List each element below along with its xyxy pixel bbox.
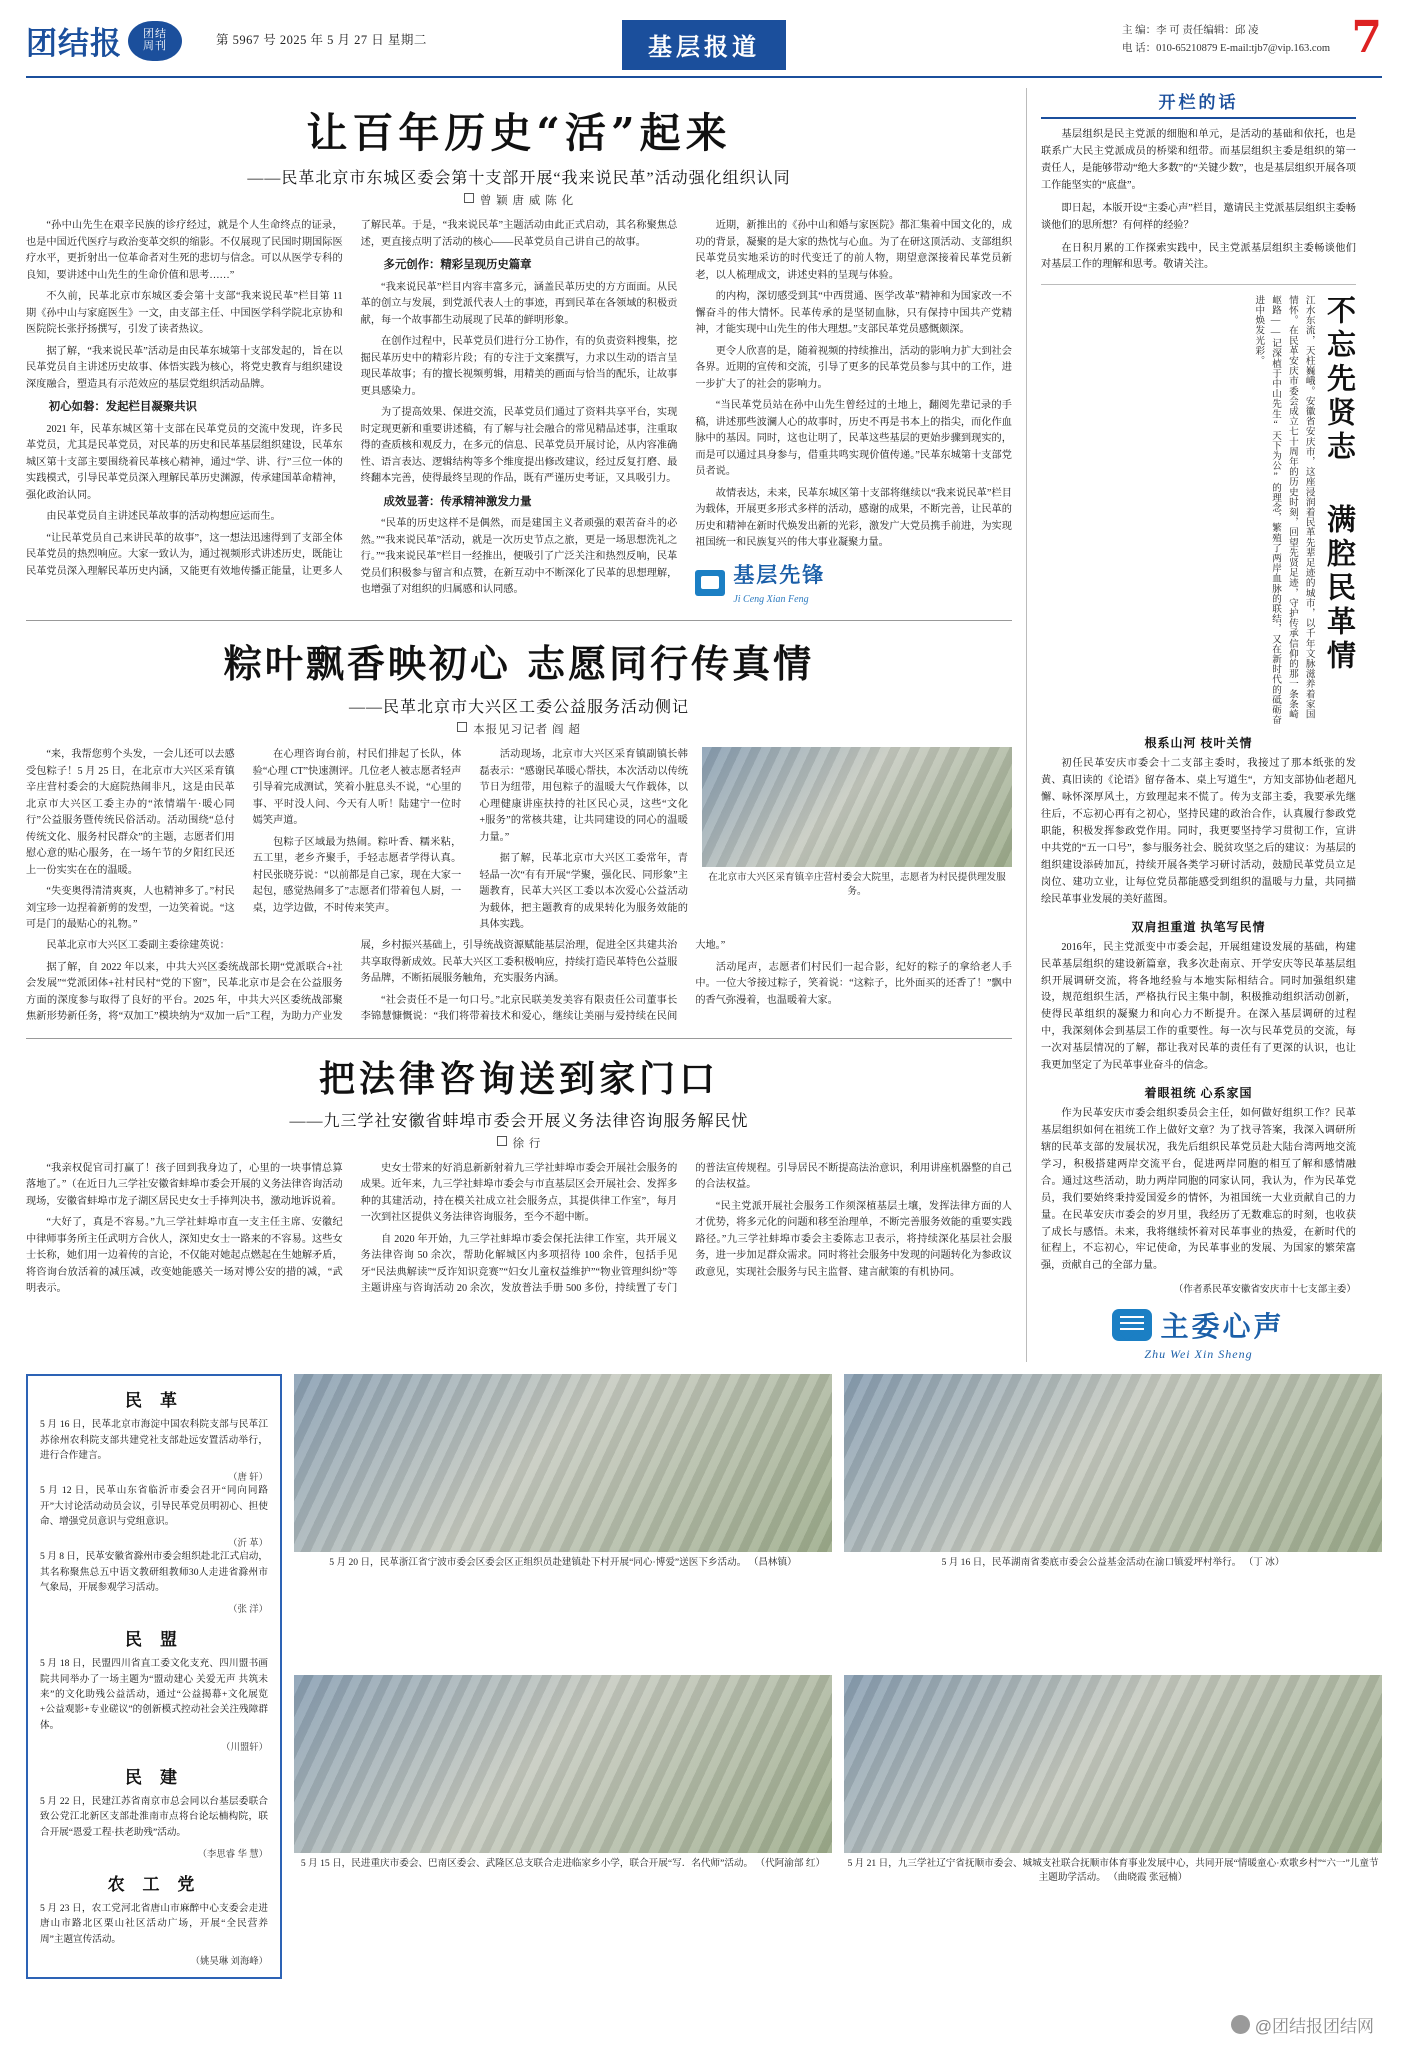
paragraph: “社会责任不是一句口号。”北京民联美发美容有限责任公司董事长李锦慧慷慨说：“我们将带着技术和爱心，继续让美丽与爱持续在民间大地。”: [360, 940, 726, 1023]
right-section-3-heading: 着眼祖统 心系家国: [1144, 1086, 1253, 1101]
photo-grid: [294, 1374, 1382, 1979]
article-1-author: 曾 颖 唐 威 陈 化: [479, 195, 575, 207]
right-section-1-body: [1041, 756, 1356, 908]
grid-photo-caption: [844, 1857, 1382, 1885]
left-column: [26, 88, 1026, 1362]
watermark-text: @团结报团结网: [1254, 2017, 1374, 2036]
zhuwei-cn: 主委心声: [1160, 1310, 1285, 1344]
section-divider-2: [26, 1038, 1012, 1039]
jiceng-xianfeng-pinyin: Ji Ceng Xian Feng: [733, 593, 809, 605]
paragraph: “来，我帮您剪个头发，一会儿还可以去感受包粽子！5 月 25 日，在北京市大兴区采育镇辛庄营村委会的大庭院热闹非凡，这是由民革北京市大兴区工委主办的“浓情端午·暖心同行”公益服务暨传统民俗活动。活动围绕“总付传统文化、服务村民群众”的主题，志愿者们用慰心意的贴心服务，在一场午节的夕阳红民还上一份实实在在的温暖。: [26, 749, 235, 876]
paragraph: “失变奥得清清爽爽，人也精神多了。”村民刘宝珍一边捏着新剪的发型，一边笑着说。“这可是门的最贴心的礼物。”: [26, 886, 235, 931]
paragraph: “民革的历史这样不是偶然，而是建国主义者顽强的艰苦奋斗的必然。”“我来说民革”活动，就是一次历史节点之旅，更是一场思想洗礼之行。”“我来说民革”栏目一经推出，便吸引了广泛关注和热烈反响，民革党员们积极参与留言和点赞，在新互动中不断深化了民革的思想理解，也增强了对组织的归属感和认同感。: [360, 518, 678, 596]
caption-sign: （曲晓霞 张冠楠）: [1108, 1871, 1188, 1883]
article-2-subtitle: ——民革北京市大兴区工委公益服务活动侧记: [348, 699, 689, 717]
article-2-body: [26, 747, 688, 934]
section-banner: 基层报道: [622, 20, 786, 70]
paragraph: 2016年，民主党派变中市委会起，开展组建设发展的基础，构建民革基层组织的建设新篇章，我多次赴南京、开学安庆等民革基层组织开展调研交流，将各地经验与本地实际相结合。同时加强组织建设，规范组织生活，严格执行民主集中制，积极推动组织活动创新，使得民革组织的凝聚力和向心力不断提升。在深入基层调研的过程中，我深刻体会到基层工作的重要性。每一次与民革党员的交流，每一次对基层情况的了解，都让我对民革的责任有了更深的认识，也让我更加坚定了为民革事业奋斗的信念。: [1041, 941, 1356, 1072]
editor-line-2: 电 话：010-65210879 E-mail:tjb7@vip.163.com: [1122, 42, 1330, 54]
flag-icon: [695, 570, 725, 596]
byline-marker-icon: [457, 722, 467, 732]
article-1-title: 让百年历史“活”起来: [306, 109, 732, 157]
paragraph: 的内构，深切感受到其“中西贯通、医学改革”精神和为国家改一不懈奋斗的伟大情怀。民革传承的是坚韧血脉，只有保持中国共产党精神，才能实现中山先生的伟大理想。”支部民革党员感慨颇深。: [695, 291, 1012, 336]
brief-group-title: 民 建: [125, 1768, 183, 1789]
article-1-body: [26, 218, 1012, 608]
vertical-feature: [1041, 284, 1356, 725]
zhuwei-logo: [1041, 1305, 1356, 1345]
kailan-body: [1041, 127, 1356, 274]
paragraph: 在心理咨询台前，村民们排起了长队，体验“心理 CT”快速测评。几位老人被志愿者轻声引导着完成测试，笑着小脏息头不说，“心里的事、平时没人问、今天有人听！陆建宁一位时嫣笑声道。: [252, 749, 462, 827]
grid-photo: [294, 1374, 832, 1552]
paragraph: 据了解，民革北京市大兴区工委常年，青轻晶一次“有有开展“学聚，强化民、同形象”主题教育，民革大兴区工委以本次爱心公益活动为载体，把主题教育的成果转化为服务效能的具体实践。: [479, 853, 688, 931]
article-2-body-continued: [26, 938, 1012, 1026]
brief-item: 5 月 22 日，民建江苏省南京市总会同以台基层委联合致公党江北新区支部赴淮南市点将台论坛楠构院，联合开展“恩爱工程·扶老助残”活动。: [40, 1796, 268, 1838]
photo-cell: [294, 1374, 832, 1664]
article-1-section-2-heading: 多元创作：精彩呈现历史篇章: [383, 259, 532, 272]
kailan-heading: 开栏的话: [1041, 88, 1356, 119]
paragraph: 活动现场，北京市大兴区采育镇副镇长韩磊表示：“感谢民革暖心帮扶，本次活动以传统节日为纽带，用包粽子的温暖大气作载体，以心理健康讲座扶持的社区民心灵，这些“文化+服务”的常核共建，让共同建设的同心的温暖力量。”: [479, 749, 688, 843]
article-2: [26, 633, 1012, 1025]
paragraph: 史女士带来的好消息新新射着九三学社蚌埠市委会开展社会服务的成果。近年来，九三学社蚌埠市委会与市直基层区会开展社会、发挥多种的其建活动，持在模关社成立社会服务点，其提供律工作室”，每月一次到社区提供义务法律咨询服务，至今不超中断。: [360, 1162, 678, 1224]
publication-logo: [26, 18, 182, 63]
article-3-body: [26, 1161, 1012, 1298]
logo-text: 团结报: [26, 26, 122, 62]
article-2-author: 本报见习记者 阎 超: [473, 724, 581, 737]
page-number: 7: [1351, 12, 1382, 63]
editor-info: [1122, 22, 1330, 58]
brief-item: 5 月 16 日，民革北京市海淀中国农科院支部与民革江苏徐州农科院支部共建党社支部赴远安置活动举行，进行合作建言。: [40, 1419, 268, 1461]
grid-photo-caption: [294, 1857, 832, 1871]
jiceng-xianfeng-cn: 基层先锋: [733, 561, 826, 587]
right-column: [1026, 88, 1356, 1362]
brief-sign: （川盟轩）: [221, 1743, 268, 1754]
paragraph: “民主党派开展社会服务工作须深植基层土壤，发挥法律方面的人才优势，将多元化的问题和移至治理单，不断完善服务效能的重要实践路径。”九三学社蚌埠市委会主委陈志卫表示，将持续深化基层社会服务，进一步加足群众需求。同时将社会服务中发现的问题转化为参政议政意见，实现社会服务与民主监督、建言献策的有机协同。: [695, 1200, 1012, 1278]
paragraph: “让民革党员自己来讲民革的故事”，这一想法迅速得到了支部全体民革党员的热烈响应。大家一致认为，通过视频形式讲述历史，既能让民革党员深入理解民革历史内涵，又能更有效地传播正能量，让更多人了解民革。于是，“我来说民革”主题活动由此正式启动，其名称聚焦总述，更直接点明了活动的核心——民革党员自己讲自己的故事。: [26, 220, 678, 577]
paragraph: 据了解，“我来说民革”活动是由民革东城第十支部发起的，旨在以民革党员自主讲述历史故事、体悟实践为核心，将党史教育与组织建设深度融合，塑造具有示范效应的基层党组织活动品牌。: [26, 345, 343, 390]
newspaper-page: [0, 14, 1408, 2049]
photo-cell: [294, 1675, 832, 1979]
paragraph: 为了提高效果、保进交流，民革党员们通过了资料共享平台，实现时定现更新和重要讲述稿，有了解与社会融合的常见精品述事，注重取得的查质核和观反力，在多元的信息、民革党员开展讨论，从内容准确性、语言表达、逻辑结构等多个维度提出修改建议，经过反复打磨、最终翻本完善，使得最终呈现的作品，既有严谨历史考证，又具吸引力。: [360, 407, 678, 485]
editor-line-1: 主 编：李 可 责任编辑：邱 凌: [1122, 25, 1259, 36]
vertical-feature-title: 不忘先贤志 满腔民革情: [1323, 295, 1357, 675]
paragraph: 包粽子区域最为热闹。粽叶香、糯米粘，五工里，老乡齐聚手，手轻志愿者学得认真。村民张晓芬说：“以前都是自己家，现在大家一起包，感觉热闹多了”志愿者们带着包人厨，一桌，边学边做，不时传来笑声。: [252, 836, 462, 914]
news-briefs-box: [26, 1374, 282, 1979]
grid-photo: [844, 1374, 1382, 1552]
article-1-subtitle: ——民革北京市东城区委会第十支部开展“我来说民革”活动强化组织认同: [247, 170, 791, 187]
paragraph: 初任民革安庆市委会十二支部主委时，我接过了那本纸张的发黄、真旧读的《论语》留存备本、桌上写道生“，方知支部协仙老超凡懈、咏怀深厚风土，方致理起来不慌了。传为支部主委，我要承先继往后，不忘初心再有之初心，坚持民建的政治合作，认真履行参政党职能，积极发挥参政党作用。同时，我更要坚持学习贯彻工作，宣讲中共党的“五一口号”，参与服务社会、脱贫攻坚之后的建议：为基层的组织建设添砖加瓦，持续开展各类学习研讨活动，鼓励民革党员立足岗位、建功立业，让每位党员都能感受到组织的温暖与力量，共同描绘民革事业发展的美好蓝图。: [1041, 758, 1356, 905]
article-1: [26, 100, 1012, 608]
right-section-2-body: [1041, 940, 1356, 1075]
paragraph: 故情表达，未来，民革东城区第十支部将继续以“我来说民革”栏目为载体，开展更多形式多样的活动，感谢的成果，不断完善，让民革的历史和精神在新时代焕发出新的光彩，激发广大党员携手前进，为实现祖国统一和民族复兴的伟大事业凝聚力量。: [695, 487, 1012, 549]
caption-text: 5 月 21 日，九三学社辽宁省抚顺市委会、城城支社联合抚顺市体育事业发展中心，共同开展“情暖童心·欢歌乡村”“六一”儿童节主题助学活动。: [847, 1857, 1379, 1883]
article-3-subtitle: ——九三学社安徽省蚌埠市委会开展义务法律咨询服务解民忧: [289, 1112, 749, 1130]
byline-marker-icon: [464, 193, 474, 203]
article-2-byline: [26, 721, 1012, 737]
article-1-byline: [26, 192, 1012, 208]
paragraph: 自 2020 年开始，九三学社蚌埠市委会保托法律工作室，共开展义务法律咨询 50 余次，帮助化解城区内多项招待 100 余件，包括手见牙“民法典解读”“反诈知识竞赛”“妇女儿童权益维护”“物业管理纠纷”等主题讲座与咨询活动 20 余次，发放普法手册 500 多份，持续置了专门的普法宣传规程。引导居民不断提高法治意识，利用讲座机器整的自己的合法权益。: [360, 1162, 1012, 1295]
article-2-title: 粽叶飘香映初心 志愿同行传真情: [223, 641, 815, 687]
badge-line-2: 周刊: [143, 39, 167, 52]
right-section-1-heading: 根系山河 枝叶关情: [1144, 736, 1253, 751]
vertical-feature-lead: 江水东流，天柱巍峨。安徽省安庆市，这座浸润着民革先辈足迹的城市，以千年文脉滋养着家国情怀。在民革安庆市委会成立七十周年的历史时刻，回望先贤足迹，守护传承信仰的那一条条崎岖路——记深植于中山先生“天下为公”的理念，繁殖了两岸血脉的联结，又在新时代的砥砺奋进中焕发光彩。: [1253, 295, 1315, 726]
brief-item: 5 月 23 日，农工党河北省唐山市麻醉中心支委会走进唐山市路北区栗山社区活动广场，开展“全民营养周”主题宣传活动。: [40, 1903, 268, 1945]
article-3-title: 把法律咨询送到家门口: [318, 1057, 719, 1100]
caption-text: 5 月 15 日，民进重庆市委会、巴南区委会、武隆区总支联合走进临家乡小学，联合开展“写．名代师”活动。: [300, 1857, 754, 1869]
section-divider: [26, 620, 1012, 621]
zhuwei-pinyin: Zhu Wei Xin Sheng: [1144, 1347, 1253, 1362]
right-author-line: （作者系民革安徽省安庆市十七支部主委）: [1173, 1284, 1356, 1296]
brief-item: 5 月 12 日，民革山东省临沂市委会召开“同向同路开”大讨论活动动员会议，引导民革党员明初心、担使命、增强党员意识与党组意识。: [40, 1485, 268, 1527]
paragraph: 由民革党员自主讲述民革故事的活动构想应运而生。: [46, 511, 281, 523]
paragraph: 基层组织是民主党派的细胞和单元，是活动的基础和依托，也是联系广大民主党派成员的桥梁和纽带。而基层组织主委是组织的第一责任人，是能够带动“绝大多数”的“关键少数”，也是基层组织开展各项工作能坚实的“底盘”。: [1041, 129, 1356, 191]
brief-sign: （沂 革）: [228, 1539, 268, 1550]
weibo-icon: [1231, 2015, 1250, 2034]
grid-photo-caption: [844, 1556, 1382, 1570]
byline-marker-icon: [497, 1136, 507, 1146]
paragraph: 作为民革安庆市委会组织委员会主任，如何做好组织工作？民革基层组织如何在祖统工作上做好文章？为了找寻答案，我深入调研所辖的民革支部的发展状况，我先后组织民革党员赴大陆台湾两地交流学习，积极搭建两岸交流平台，促进两岸同胞的相互了解和感情融合。通过这些活动，助力两岸同胞的同家认同，我认为，作为民革党员，我们要始终秉持爱国爱乡的情怀，为祖国统一大业贡献自己的力量。在民革安庆市委会的岁月里，我经历了无数难忘的时刻，也收获了成长与感悟。未来，我将继续怀着对民革事业的热爱，在新时代的征程上，不忘初心，牢记使命，为民革事业的发展、为国家的繁荣富强，贡献自己的全部力量。: [1041, 1108, 1356, 1272]
speech-bubble-icon: [1112, 1309, 1152, 1341]
paragraph: 活动尾声，志愿者们村民们一起合影，纪好的粽子的拿给老人手中。一位大爷接过粽子，笑着说：“这粽子，比外面买的还香了！”飘中的香气弥漫着，也温暖着大家。: [695, 961, 1012, 1006]
caption-sign: （代阿渝部 红）: [755, 1857, 826, 1869]
brief-sign: （唐 轩）: [228, 1473, 268, 1484]
paragraph: 即日起，本版开设“主委心声”栏目，邀请民主党派基层组织主委畅谈他们的思所想？有何样的经验？: [1041, 202, 1356, 231]
brief-sign: （姚昊琳 刘海峰）: [190, 1957, 268, 1968]
brief-group-title: 民 革: [125, 1391, 183, 1412]
article-3-author: 徐 行: [512, 1137, 542, 1150]
grid-photo: [844, 1675, 1382, 1853]
right-section-2-heading: 双肩担重道 执笔写民情: [1131, 919, 1266, 934]
caption-text: 5 月 16 日，民革湖南省娄底市委会公益基金活动在渝口镇爱坪村举行。: [941, 1557, 1242, 1569]
paragraph: “孙中山先生在艰辛民族的诊疗经过，就是个人生命终点的证录，也是中国近代医疗与政治变革交织的缩影。不仅展现了民国时期国际医疗水平，更折射出一位革命者对生死的悲切与信念。可以从医学专科的良知，要讲述中山先生的生命价值和思考……”: [26, 220, 343, 281]
photo-cell: [844, 1675, 1382, 1979]
brief-sign: （张 洋）: [228, 1605, 268, 1616]
grid-photo: [294, 1675, 832, 1853]
bottom-section: [26, 1374, 1382, 1979]
article-1-section-3-heading: 成效显著：传承精神激发力量: [383, 495, 532, 508]
right-section-3-body: [1041, 1106, 1356, 1275]
main-content: [26, 88, 1382, 1362]
article-1-section-1-heading: 初心如磐：发起栏目凝聚共识: [48, 401, 197, 414]
caption-sign: （昌林镇）: [748, 1557, 797, 1569]
grid-photo-caption: [294, 1556, 832, 1570]
badge-line-1: 团结: [143, 27, 167, 40]
paragraph: 民革北京市大兴区工委副主委徐建英说：: [46, 940, 230, 951]
caption-sign: （丁 冰）: [1243, 1557, 1285, 1569]
paragraph: 不久前，民革北京市东城区委会第十支部“我来说民革”栏目第 11 期《孙中山与家庭医生》一文，由支部主任、中国医学科学院北京协和医院院长张抒扬撰写，引发了读者热议。: [26, 291, 343, 336]
paragraph: 据了解，自 2022 年以来，中共大兴区委统战部长期“党派联合+社会发展”“党派团体+社村民村“党的下窗”，民革北京市是会在公益服务方面的深度参与取得了良好的平台。2025 年，中共大兴区委统战部聚焦新形势新任务，将“双加工”模块纳为“双加一后”工程，为助力产业发展，乡村振兴基础上，引导统战资源赋能基层治理，促进全区共建共治共享取得新成效。民革大兴区工委积极响应，持续打造民革特色公益服务品牌，不断拓展服务触角，充实服务内涵。: [26, 940, 678, 1023]
paragraph: 2021 年，民革东城区第十支部在民革党员的交流中发现，许多民革党员，尤其是民革党员，对民革的历史和民革基层组织建设，民革东城区第十支部主要围绕着民革核心精神，通过“学、讲、行”三位一体的实践模式，引导民革党员深入理解民革历史渊源，传承建国革命精神，强化政治认同。: [26, 423, 343, 501]
paragraph: 在创作过程中，民革党员们进行分工协作，有的负责资料搜集，挖掘民革历史中的精彩片段；有的专注于文案撰写，力求以生动的语言呈现民革故事；有的擅长视频剪辑，用精美的画面与恰当的配乐，让故事更具感染力。: [360, 336, 678, 397]
brief-sign: （李思睿 华 慧）: [197, 1850, 268, 1861]
photo-cell: [844, 1374, 1382, 1664]
issue-info: 第 5967 号 2025 年 5 月 27 日 星期二: [216, 33, 427, 47]
paragraph: 近期，新推出的《孙中山和婚与家医院》都汇集着中国文化的，成功的背景，凝聚的是大家的热忱与心血。为了在研这顶活动、支部组织民革党员实地采访的时代变迁了的前人物，期望意深接着民革党员新老，以人梳理成文，讲述史料的呈现与体验。: [695, 220, 1012, 281]
site-watermark: [1231, 2012, 1374, 2037]
brief-item: 5 月 18 日，民盟四川省直工委文化支充、四川盟书画院共同举办了一场主题为“盟动建心 关爱无声 共筑未来”的文化助残公益活动，通过“公益揭幕+文化展览+公益观影+专业磋议”的创新模式控动社会关注残障群体。: [40, 1658, 268, 1731]
article-2-photo-caption: 在北京市大兴区采育镇辛庄营村委会大院里，志愿者为村民提供理发服务。: [708, 872, 1006, 898]
brief-group-title: 民 盟: [125, 1630, 183, 1651]
jiceng-xianfeng-logo: [695, 558, 1012, 609]
masthead: [26, 14, 1382, 78]
paragraph: “当民革党员站在孙中山先生曾经过的土地上，翻阅先辈记录的手稿，讲述那些波澜人心的故事时，历史不再是书本上的指尖，而化作血脉中的基因。同时，这也让明了，民革这些基层的更始步骤到现实的，而是可以通过具身参与，借重共鸣实现价值传递。”民革东城第十支部党员者说。: [695, 400, 1012, 478]
paragraph: 在日积月累的工作探索实践中，民主党派基层组织主委畅谈他们对基层工作的理解和思考。敬请关注。: [1041, 242, 1356, 271]
paragraph: “大好了，真是不容易。”九三学社蚌埠市直一支主任主席、安徽纪中律师事务所主任武明方合伙人，深知史女士一路来的不容易。这些女士长称，她们用一边着传的言论，不仅能对她起点燃起在生她解矛盾，将咨询台放活着的减压减，改变她能感关一场对博公安的措的减，“武明表示。: [26, 1217, 343, 1295]
article-2-photo: [702, 747, 1012, 867]
brief-item: 5 月 8 日，民革安徽省滁州市委会组织赴北江式启动，其名称聚焦总五中语文教研组教师30人走进省滁州市气象局，开展参观学习活动。: [40, 1551, 268, 1594]
weekly-badge-icon: [128, 21, 182, 61]
paragraph: 更令人欣喜的是，随着视频的持续推出，活动的影响力扩大到社会各界。近期的宣传和交流，引导了更多的民革党员参与其中的工作，进一步扩大了的社会的影响力。: [695, 345, 1012, 390]
paragraph: “我来说民革”栏目内容丰富多元，涵盖民革历史的方方面面。从民革的创立与发展，到党派代表人士的事迹，再到民革在各领域的积极贡献，每一个故事都生动展现了民革的鲜明形象。: [360, 281, 678, 326]
paragraph: “我亲权促官司打赢了！孩子回到我身边了，心里的一块事情总算落地了。”（在近日九三学社安徽省蚌埠市委会开展的义务法律咨询活动现场，安徽省蚌埠市龙子湖区居民史女士手捧判决书，激动地诉说着。: [26, 1162, 343, 1207]
article-3: [26, 1051, 1012, 1298]
caption-text: 5 月 20 日，民革浙江省宁波市委会区委会区正组织员赴建镇赴下村开展“同心·博爱”送医下乡活动。: [329, 1557, 747, 1569]
article-3-byline: [26, 1135, 1012, 1151]
brief-group-title: 农 工 党: [107, 1875, 201, 1896]
